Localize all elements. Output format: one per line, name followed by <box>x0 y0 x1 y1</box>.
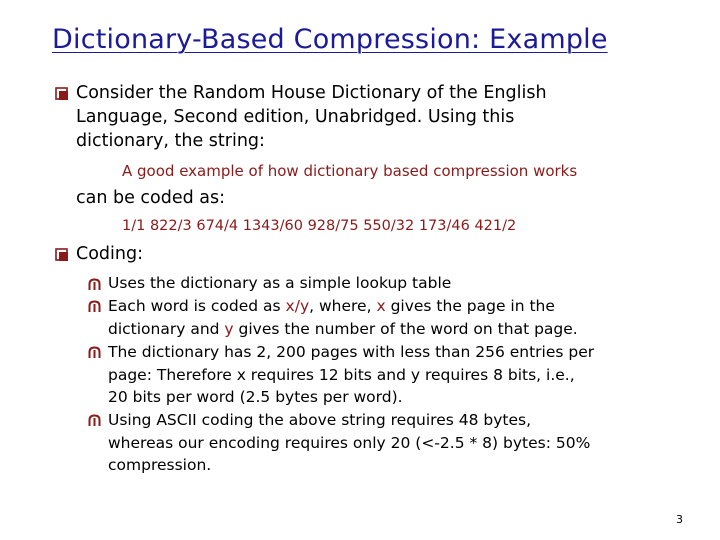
bullet-consider-line2: Language, Second edition, Unabridged. Using this <box>76 107 515 127</box>
text-segment: Each word is coded as <box>108 297 286 315</box>
bullet-consider-line3: dictionary, the string: <box>76 131 265 151</box>
sub-bullet-ascii <box>108 409 668 477</box>
round-bullet-icon <box>88 278 101 291</box>
sub-bullet-coded-as-line2 <box>108 318 668 341</box>
text-segment: gives the page in the <box>385 297 555 315</box>
square-bullet-icon <box>55 87 69 101</box>
sub-bullet-pages-line1: The dictionary has 2, 200 pages with less than 256 entries per <box>108 343 595 361</box>
sub-bullet-ascii-line2: whereas our encoding requires only 20 (<-2.5 * 8) bytes: 50% <box>108 433 591 452</box>
slide-title: Dictionary-Based Compression: Example <box>52 24 608 55</box>
sub-bullet-pages <box>108 341 668 409</box>
sub-bullet-lookup <box>108 272 668 295</box>
square-bullet-icon <box>55 248 69 262</box>
coded-string: 1/1 822/3 674/4 1343/60 928/75 550/32 173/46 421/2 <box>122 218 517 234</box>
y-term: y <box>224 319 234 338</box>
sub-bullet-ascii-line3: compression. <box>108 456 212 474</box>
bullet-consider-line1: Consider the Random House Dictionary of the English <box>76 83 547 103</box>
bullet-consider <box>76 81 547 153</box>
sub-bullet-pages-line3: 20 bits per word (2.5 bytes per word). <box>108 388 403 406</box>
round-bullet-icon <box>88 300 101 313</box>
round-bullet-icon <box>88 414 101 427</box>
example-string: A good example of how dictionary based compression works <box>122 162 578 180</box>
sub-bullet-ascii-line1: Using ASCII coding the above string requires 48 bytes, <box>108 411 532 429</box>
x-term: x <box>376 297 386 315</box>
sub-bullet-coded-as <box>108 295 668 340</box>
can-be-coded-text: can be coded as: <box>76 188 226 208</box>
sub-bullet-lookup-line1: Uses the dictionary as a simple lookup table <box>108 274 452 292</box>
text-segment: gives the number of the word on that page. <box>233 319 578 338</box>
text-segment: , where, <box>309 297 377 315</box>
page-number: 3 <box>676 513 683 526</box>
xy-term: x/y <box>285 297 310 315</box>
bullet-coding-label: Coding: <box>76 244 143 264</box>
round-bullet-icon <box>88 346 101 359</box>
sub-bullet-coded-as-line1 <box>108 295 668 318</box>
sub-bullet-pages-line2: page: Therefore x requires 12 bits and y requires 8 bits, i.e., <box>108 365 575 384</box>
text-segment: dictionary and <box>108 319 225 338</box>
